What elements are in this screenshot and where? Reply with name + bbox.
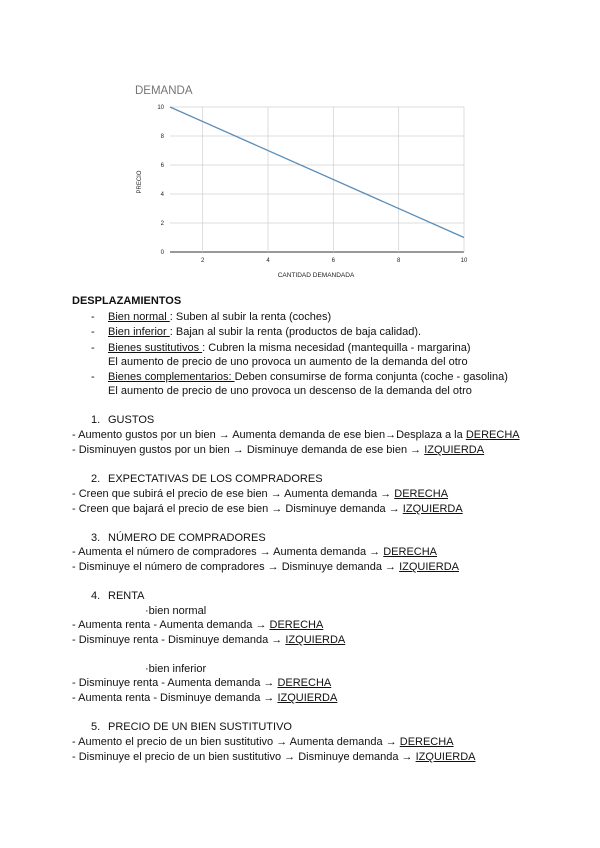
term: Bien normal [108, 311, 170, 323]
desc: : Bajan al subir la renta (productos de baja calidad). [169, 326, 422, 338]
section-number: 3. [91, 532, 101, 544]
x-tick-label: 2 [200, 258, 205, 264]
y-tick-label: 2 [160, 221, 164, 227]
bullet-dash: - [91, 342, 95, 354]
list-item-extra: El aumento de precio de uno provoca un descenso de la demanda del otro [108, 385, 472, 397]
direction-label: DERECHA [465, 429, 520, 441]
list-item-extra: El aumento de precio de uno provoca un aumento de la demanda del otro [108, 356, 468, 368]
section-line [72, 443, 484, 457]
y-tick-label: 4 [160, 192, 164, 198]
x-tick-label: 10 [460, 258, 468, 264]
direction-label: IZQUIERDA [277, 692, 338, 704]
y-tick-label: 6 [160, 163, 164, 169]
section-title-expectativas: EXPECTATIVAS DE LOS COMPRADORES [108, 473, 323, 485]
line-text: - Aumenta renta - Disminuye demanda → [72, 692, 278, 704]
list-item-bienes-sustitutivos [108, 341, 471, 355]
section-number: 5. [91, 721, 101, 733]
demand-series-line [170, 107, 464, 238]
section-line [72, 676, 331, 690]
demand-chart [128, 82, 473, 287]
list-item-bienes-complementarios [108, 370, 508, 384]
section-line [72, 428, 520, 442]
list-item-bien-normal [108, 310, 331, 324]
section-line [72, 691, 337, 705]
direction-label: IZQUIERDA [399, 561, 459, 573]
section-title-gustos: GUSTOS [108, 414, 155, 426]
desc: Deben consumirse de forma conjunta (coche - gasolina) [234, 371, 508, 383]
direction-label: DERECHA [383, 546, 438, 558]
direction-label: DERECHA [394, 488, 449, 500]
line-text: - Aumenta el número de compradores → Aumenta demanda → [72, 546, 384, 558]
section-line [72, 487, 448, 501]
term: Bien inferior [108, 326, 170, 338]
section-title-precio-sustitutivo: PRECIO DE UN BIEN SUSTITUTIVO [108, 721, 292, 733]
term: Bienes sustitutivos [108, 342, 203, 354]
line-text: - Disminuye renta - Aumenta demanda → [72, 677, 278, 689]
line-text: - Disminuye el número de compradores → Disminuye demanda → [72, 561, 400, 573]
y-axis-label: PRECIO [137, 170, 143, 194]
desc: : Suben al subir la renta (coches) [169, 311, 332, 323]
section-number: 4. [91, 590, 101, 602]
direction-label: DERECHA [269, 619, 324, 631]
bullet-dash: - [91, 371, 95, 383]
section-line [72, 618, 323, 632]
line-text: - Disminuye el precio de un bien sustitutivo → Disminuye demanda → [72, 751, 416, 763]
section-line [72, 545, 437, 559]
list-item-bien-inferior [108, 325, 421, 339]
x-tick-label: 6 [331, 258, 336, 264]
y-tick-label: 10 [157, 105, 164, 111]
x-axis-label: CANTIDAD DEMANDADA [277, 272, 355, 279]
y-tick-label: 8 [160, 134, 164, 140]
line-text: - Creen que subirá el precio de ese bien → Aumenta demanda → [72, 488, 395, 500]
direction-label: DERECHA [277, 677, 332, 689]
line-text: - Creen que bajará el precio de ese bien → Disminuye demanda → [72, 503, 403, 515]
section-title-renta: RENTA [108, 590, 145, 602]
list-item [91, 310, 95, 324]
line-text: - Aumento gustos por un bien → Aumenta demanda de ese bien→Desplaza a la [72, 429, 466, 441]
line-text: - Aumento el precio de un bien sustitutivo → Aumenta demanda → [72, 736, 400, 748]
direction-label: IZQUIERDA [402, 503, 463, 515]
section-line [72, 633, 345, 647]
chart-title: DEMANDA [135, 85, 193, 97]
desplazamientos-heading: DESPLAZAMIENTOS [72, 295, 182, 307]
line-text: - Disminuye renta - Disminuye demanda → [72, 634, 286, 646]
section-title-numero-compradores: NÚMERO DE COMPRADORES [108, 532, 266, 544]
section-number: 2. [91, 473, 101, 485]
bullet-dash: - [91, 326, 95, 338]
line-text: - Disminuyen gustos por un bien → Disminuye demanda de ese bien → [72, 444, 425, 456]
x-tick-label: 4 [266, 258, 270, 264]
subheading-bien-inferior: ·bien inferior [145, 663, 207, 675]
direction-label: DERECHA [399, 736, 454, 748]
y-tick-label: 0 [160, 250, 164, 256]
desc: : Cubren la misma necesidad (mantequilla - margarina) [202, 342, 471, 354]
section-line [72, 735, 454, 749]
x-tick-label: 8 [396, 258, 401, 264]
direction-label: IZQUIERDA [285, 634, 346, 646]
bullet-dash: - [91, 311, 95, 323]
section-line [72, 750, 476, 764]
section-number: 1. [91, 414, 101, 426]
direction-label: IZQUIERDA [424, 444, 485, 456]
term: Bienes complementarios: [108, 371, 235, 383]
line-text: - Aumenta renta - Aumenta demanda → [72, 619, 270, 631]
subheading-bien-normal: ·bien normal [145, 605, 207, 617]
section-line [72, 502, 463, 516]
direction-label: IZQUIERDA [415, 751, 476, 763]
section-line [72, 560, 459, 574]
